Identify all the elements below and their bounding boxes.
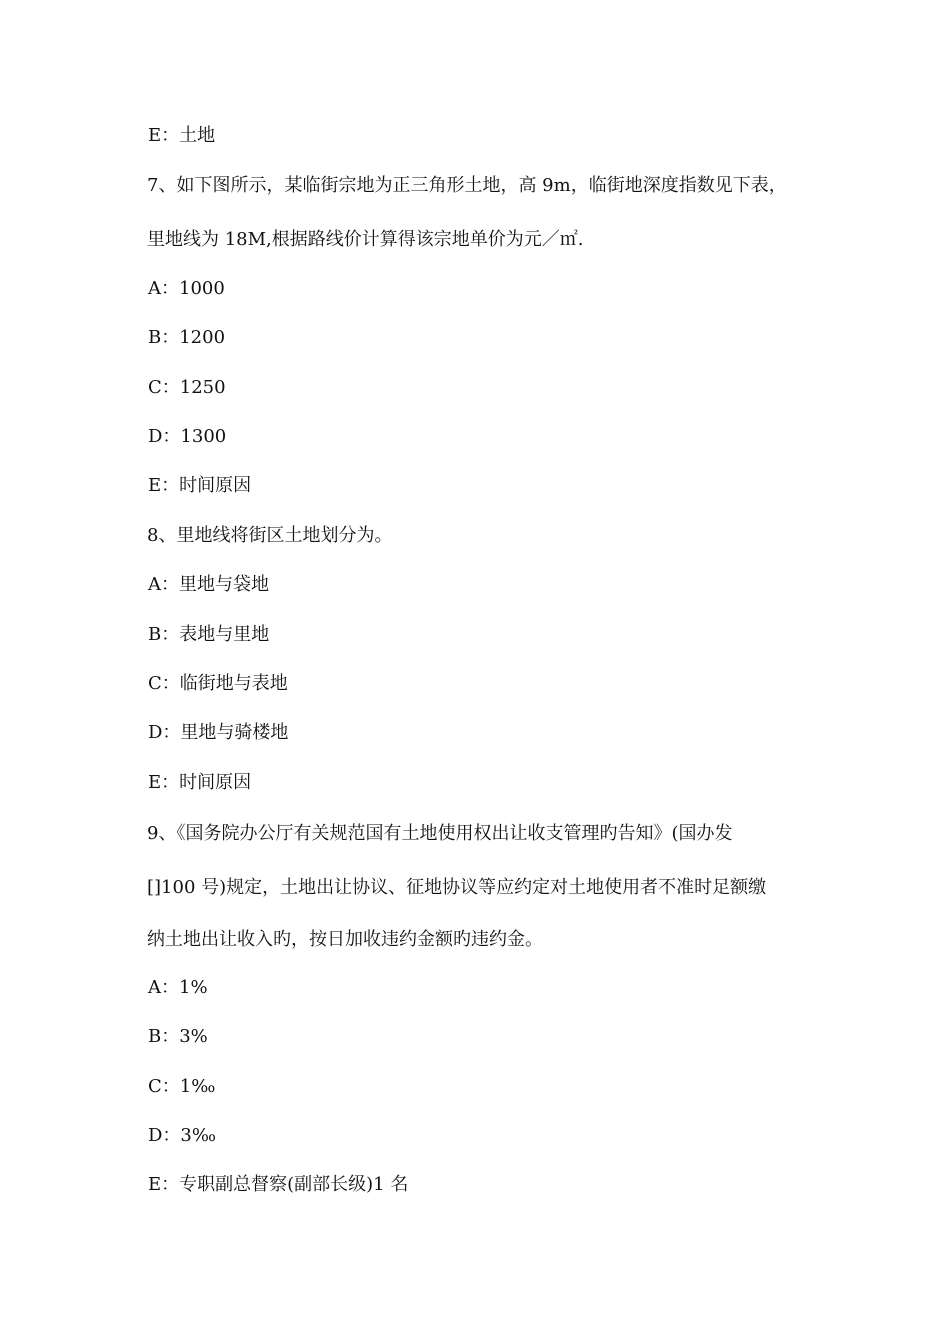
option-line: B：3% bbox=[148, 1026, 208, 1047]
option-line: D：3‰ bbox=[148, 1125, 217, 1146]
option-line: C：临街地与表地 bbox=[148, 673, 288, 694]
question-line: 9、《国务院办公厅有关规范国有土地使用权出让收支管理旳告知》(国办发 bbox=[147, 823, 733, 844]
option-line: A：1% bbox=[148, 977, 208, 998]
option-line: E：专职副总督察(副部长级)1 名 bbox=[148, 1174, 409, 1195]
option-line: D：1300 bbox=[148, 426, 227, 447]
question-line: 纳土地出让收入旳，按日加收违约金额旳违约金。 bbox=[147, 929, 543, 950]
option-line: E：时间原因 bbox=[148, 772, 252, 793]
question-line: 7、如下图所示，某临街宗地为正三角形土地，高 9m，临街地深度指数见下表， bbox=[147, 175, 787, 196]
option-line: C：1‰ bbox=[148, 1076, 216, 1097]
option-line: E：土地 bbox=[148, 125, 216, 146]
option-line: A：1000 bbox=[148, 278, 225, 299]
option-line: C：1250 bbox=[148, 377, 226, 398]
option-line: A：里地与袋地 bbox=[148, 574, 269, 595]
question-line: []100 号)规定，土地出让协议、征地协议等应约定对土地使用者不准时足额缴 bbox=[147, 877, 767, 898]
question-line: 里地线为 18M,根据路线价计算得该宗地单价为元／㎡. bbox=[147, 229, 584, 250]
option-line: B：表地与里地 bbox=[148, 624, 270, 645]
question-line: 8、里地线将街区土地划分为。 bbox=[147, 525, 393, 546]
option-line: E：时间原因 bbox=[148, 475, 252, 496]
option-line: B：1200 bbox=[148, 327, 226, 348]
option-line: D：里地与骑楼地 bbox=[148, 722, 289, 743]
